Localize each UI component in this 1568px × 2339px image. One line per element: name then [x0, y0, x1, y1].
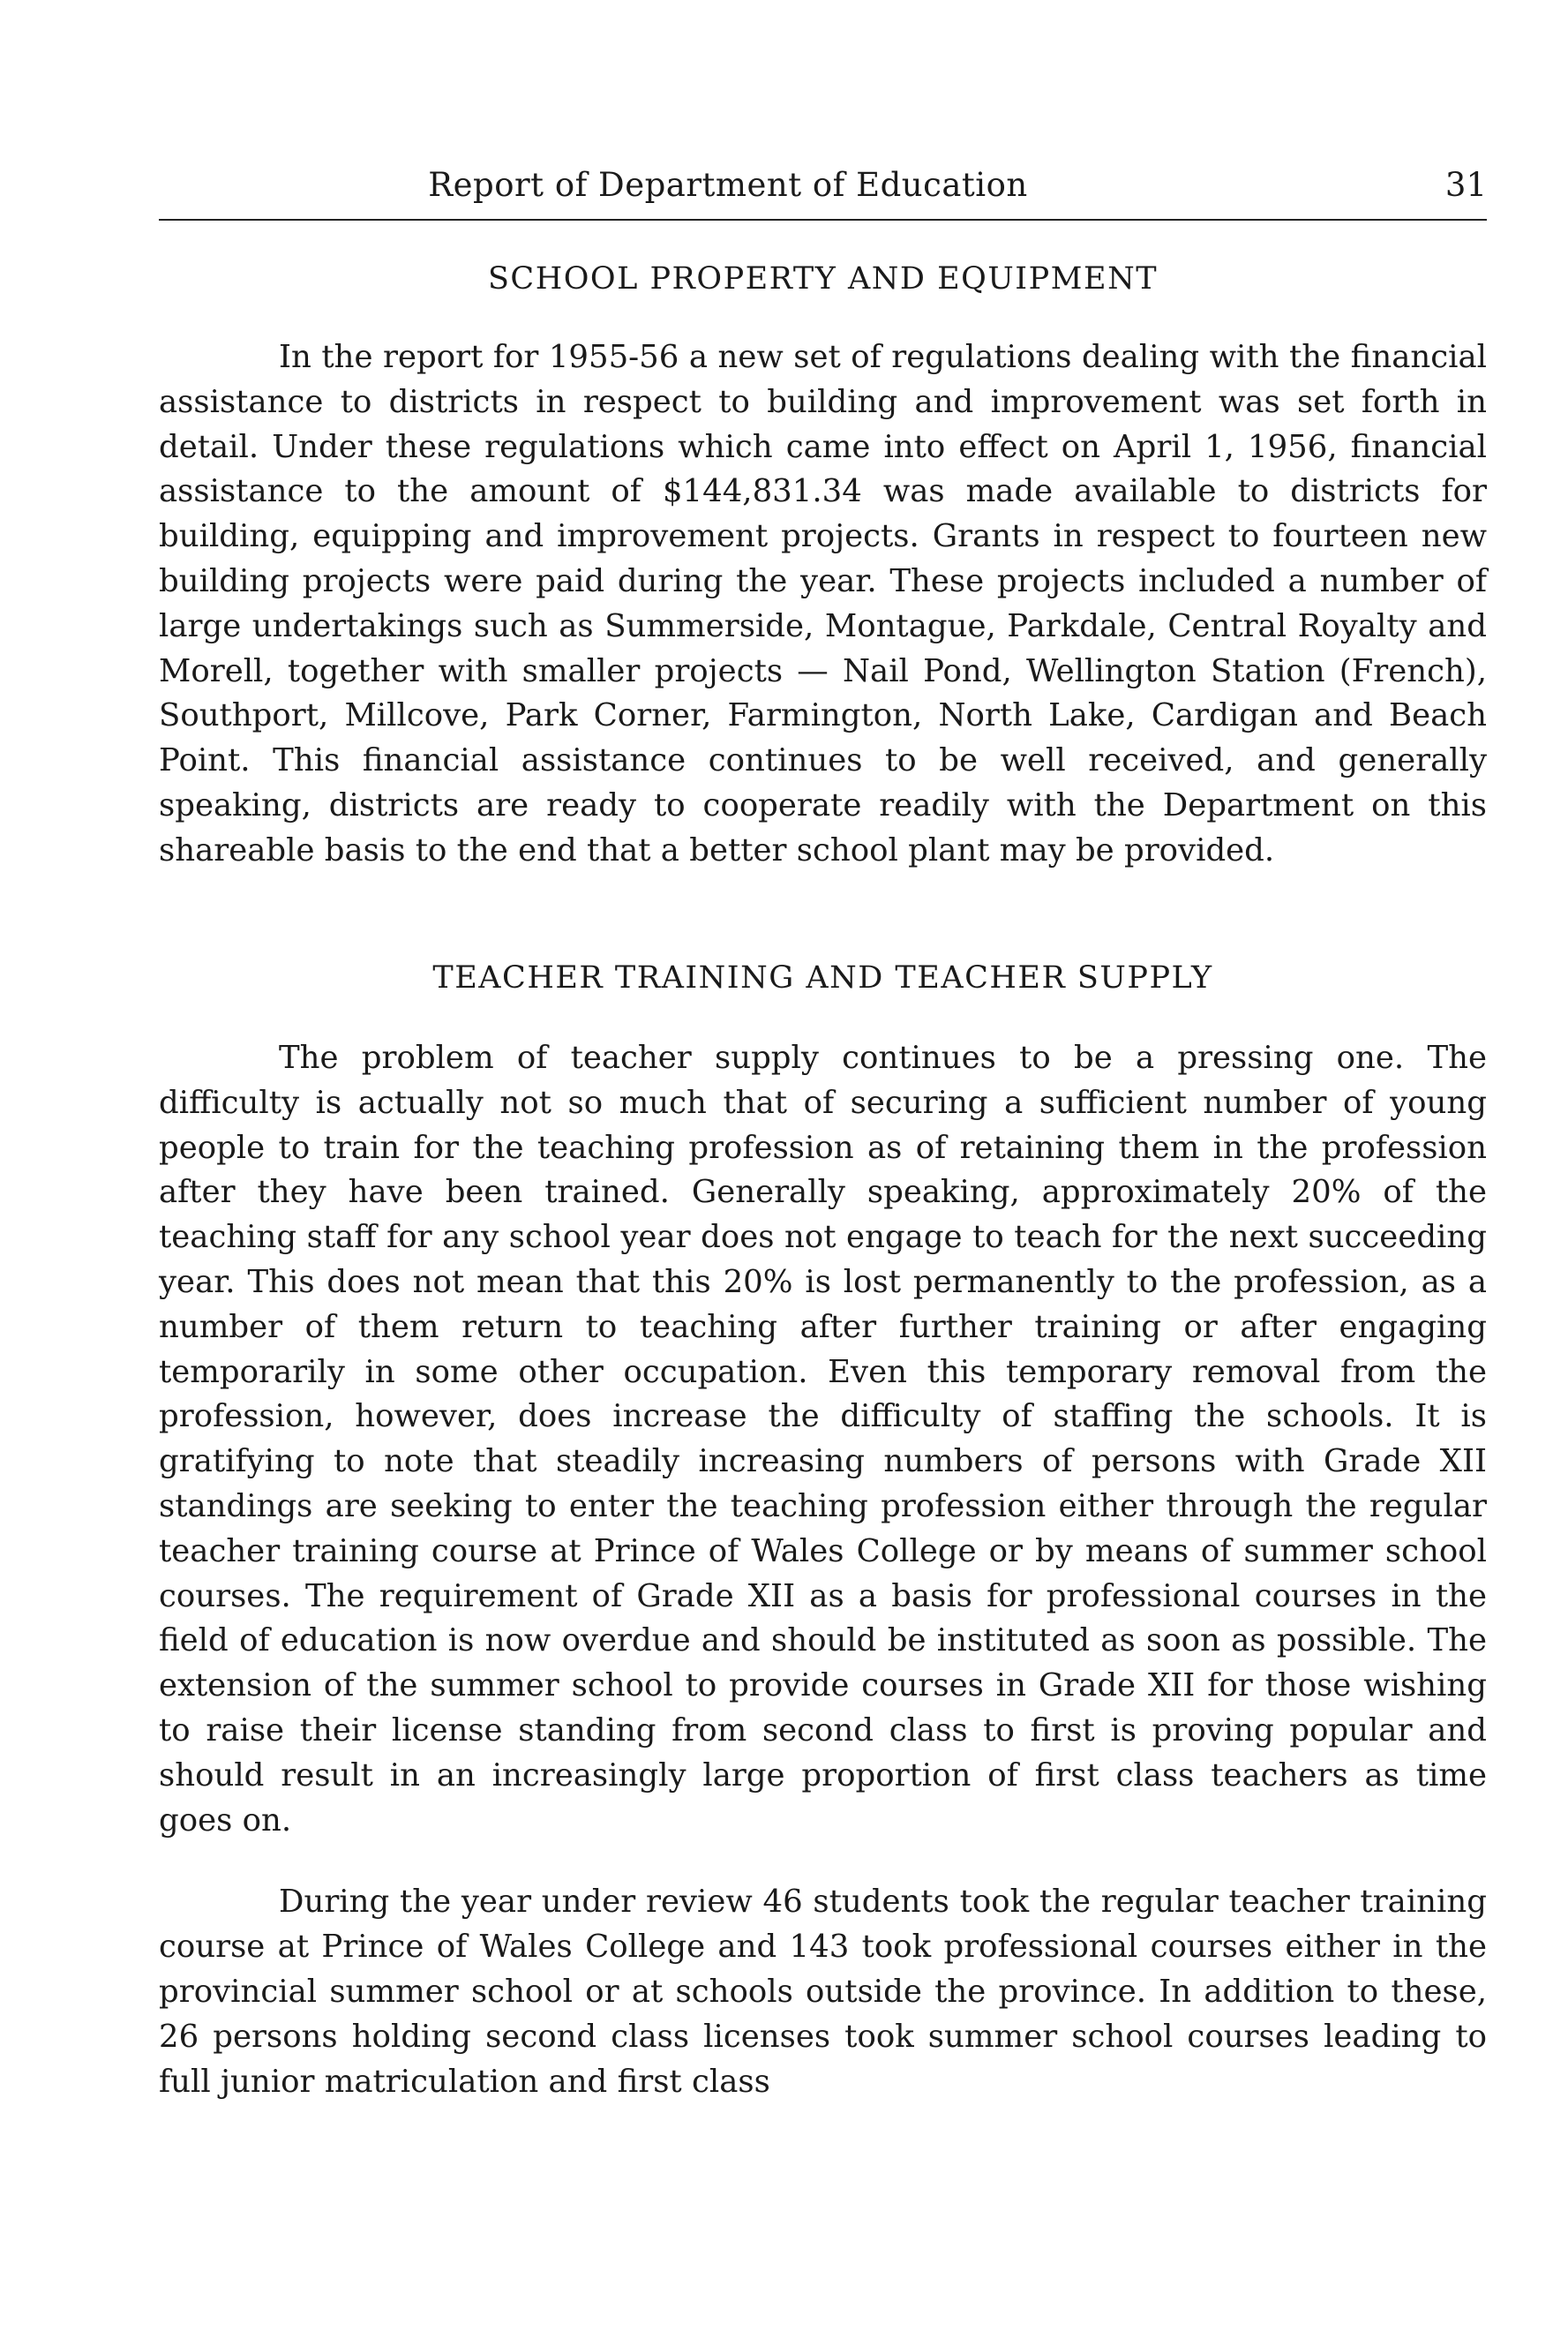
section-teacher-training [159, 955, 1487, 2104]
section-school-property [159, 256, 1487, 874]
section-heading: SCHOOL PROPERTY AND EQUIPMENT [487, 261, 1159, 297]
paragraph: The problem of teacher supply continues to be a pressing one. The difficulty is actually not so much that of securing a sufficient number of young people to train for the teaching profession as of retaining them in the profession after they have been trained. Generally speaking, approximately 20% of the teaching staff for any school year does not engage to teach for the next succeeding year. This does not mean that this 20% is lost permanently to the profession, as a number of them return to teaching after further training or after engaging temporarily in some other occupation. Even this temporary removal from the profession, however, does increase the difficulty of staffing the schools. It is gratifying to note that steadily increasing numbers of persons with Grade XII standings are seeking to enter the teaching profession either through the regular teacher training course at Prince of Wales College or by means of summer school courses. The requirement of Grade XII as a basis for professional courses in the field of education is now overdue and should be instituted as soon as possible. The extension of the summer school to provide courses in Grade XII for those wishing to raise their license standing from second class to first is proving popular and should result in an increasingly large proportion of first class teachers as time goes on. [159, 1040, 1487, 1839]
running-title: Report of Department of Education [428, 166, 1028, 204]
page-number: 31 [1444, 166, 1487, 204]
section-heading: TEACHER TRAINING AND TEACHER SUPPLY [432, 960, 1213, 996]
running-header [159, 161, 1487, 210]
header-rule [159, 219, 1487, 221]
paragraph: In the report for 1955-56 a new set of regulations dealing with the financial assistance to districts in respect to building and improvement was set forth in detail. Under these regulations which came into effect on April 1, 1956, financial assistance to the amount of $144,831.34 was made available to districts for building, equipping and improvement projects. Grants in respect to fourteen new building projects were paid during the year. These projects included a number of large undertakings such as Summerside, Montague, Parkdale, Central Royalty and Morell, together with smaller projects — Nail Pond, Wellington Station (French), Southport, Millcove, Park Corner, Farmington, North Lake, Cardigan and Beach Point. This financial assistance continues to be well received, and generally speaking, districts are ready to cooperate readily with the Department on this shareable basis to the end that a better school plant may be provided. [159, 339, 1487, 869]
paragraph: During the year under review 46 students took the regular teacher training course at Prince of Wales College and 143 took professional courses either in the provincial summer school or at schools outside the province. In addition to these, 26 persons holding second class licenses took summer school courses leading to full junior matriculation and first class [159, 1884, 1487, 2100]
